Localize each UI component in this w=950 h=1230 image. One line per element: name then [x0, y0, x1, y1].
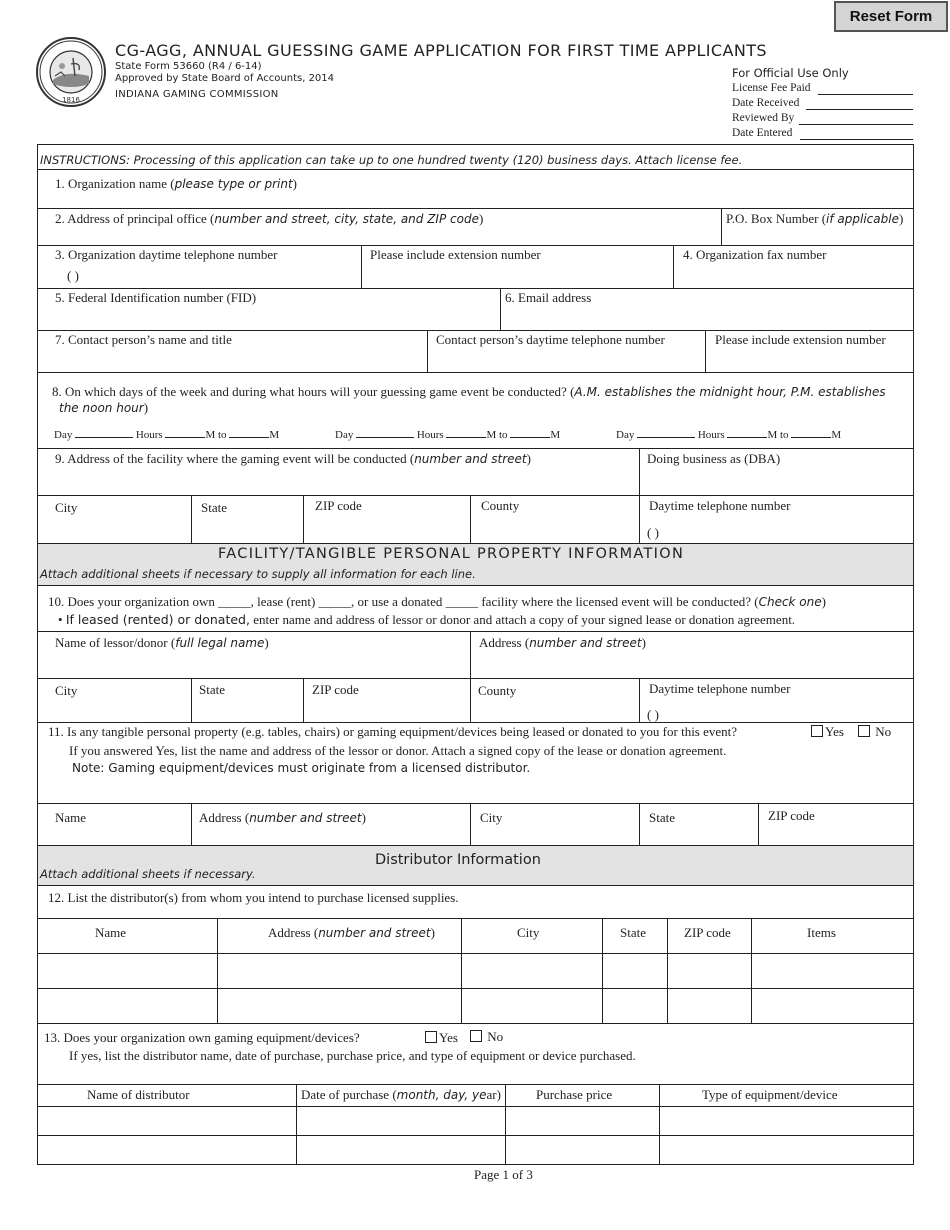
state-form-number: State Form 53660 (R4 / 6-14) — [115, 61, 262, 72]
facility-city-label: City — [55, 500, 78, 515]
instructions: INSTRUCTIONS: Processing of this application can take up to one hundred twenty (120) business days. Attach license fee. — [40, 153, 743, 167]
q8-label-cont: the noon hour) — [59, 400, 149, 415]
facility-state-label: State — [201, 500, 227, 515]
q11-label: 11. Is any tangible personal property (e.g. tables, chairs) or gaming equipment/devices being leased or donated to you for this event? — [48, 724, 738, 739]
q5-label: 5. Federal Identification number (FID) — [55, 290, 257, 305]
day-3-field[interactable] — [637, 427, 695, 438]
lessor-zip-label: ZIP code — [312, 682, 359, 697]
divider — [673, 245, 674, 288]
schedule-row-2: Day Hours M to M — [335, 429, 561, 441]
schedule-row-3: Day Hours M to M — [616, 429, 842, 441]
rule — [37, 918, 914, 919]
dist-state-header: State — [620, 925, 646, 940]
rule — [37, 543, 914, 544]
approval-line: Approved by State Board of Accounts, 2014 — [115, 73, 335, 84]
lessor-address-field[interactable] — [472, 655, 912, 677]
day-2-field[interactable] — [356, 427, 414, 438]
dist-name-header: Name — [95, 925, 127, 940]
lessor-label: Name of lessor/donor (full legal name) — [55, 635, 269, 650]
distributor-row-1[interactable] — [38, 954, 913, 987]
org-fax-field[interactable] — [675, 266, 912, 286]
hours-1-end-field[interactable] — [229, 427, 269, 438]
q11-note: Note: Gaming equipment/devices must originate from a licensed distributor. — [72, 761, 531, 775]
rule — [37, 330, 914, 331]
lessor-phone-area-code: ( ) — [647, 707, 659, 722]
date-entered-line[interactable] — [800, 139, 913, 140]
fid-field[interactable] — [38, 308, 498, 328]
divider — [705, 330, 706, 372]
rule — [37, 678, 914, 679]
rule — [37, 1164, 914, 1165]
hours-1-start-field[interactable] — [165, 427, 205, 438]
q13-no-checkbox[interactable] — [470, 1030, 482, 1042]
rule — [37, 803, 914, 804]
date-received-line[interactable] — [806, 109, 913, 110]
rule — [37, 845, 914, 846]
contact-ext-field[interactable] — [707, 350, 912, 370]
q7-label: 7. Contact person’s name and title — [55, 332, 232, 347]
indiana-state-seal-icon — [35, 36, 107, 108]
property-state-label: State — [649, 810, 675, 825]
equip-type-header: Type of equipment/device — [702, 1087, 838, 1102]
contact-name-field[interactable] — [38, 350, 425, 370]
q1-label: 1. Organization name (please type or print) — [55, 176, 297, 191]
official-use-title: For Official Use Only — [732, 66, 849, 80]
form-border-right — [913, 144, 914, 1164]
distributor-row-2[interactable] — [38, 989, 913, 1022]
q13-no-option[interactable]: No — [470, 1029, 503, 1045]
equipment-row-2[interactable] — [38, 1136, 913, 1163]
dist-city-header: City — [517, 925, 540, 940]
facility-address-field[interactable] — [38, 470, 638, 494]
q4-label: 4. Organization fax number — [683, 247, 827, 262]
q13-line2: If yes, list the distributor name, date of purchase, purchase price, and type of equipment or device purchased. — [69, 1048, 636, 1063]
date-received-label: Date Received — [732, 97, 800, 109]
divider — [758, 803, 759, 845]
agency-name: INDIANA GAMING COMMISSION — [115, 89, 279, 100]
q2-label: 2. Address of principal office (number and street, city, state, and ZIP code) — [55, 211, 484, 226]
reviewed-by-line[interactable] — [799, 124, 913, 125]
lessor-name-field[interactable] — [38, 655, 468, 677]
divider — [500, 288, 501, 330]
lessor-state-label: State — [199, 682, 225, 697]
form-title: CG-AGG, ANNUAL GUESSING GAME APPLICATION FOR FIRST TIME APPLICANTS — [115, 41, 767, 60]
facility-phone-label: Daytime telephone number — [649, 498, 791, 513]
divider — [427, 330, 428, 372]
q6-label: 6. Email address — [505, 290, 592, 305]
hours-2-end-field[interactable] — [510, 427, 550, 438]
rule — [37, 245, 914, 246]
facility-section-title: FACILITY/TANGIBLE PERSONAL PROPERTY INFORMATION — [218, 546, 685, 562]
divider — [639, 803, 640, 845]
hours-3-start-field[interactable] — [727, 427, 767, 438]
equip-date-header: Date of purchase (month, day, year) — [301, 1087, 501, 1102]
rule — [37, 1084, 914, 1085]
organization-name-field[interactable] — [38, 192, 913, 208]
equip-name-header: Name of distributor — [87, 1087, 190, 1102]
seal-year: 1816 — [62, 96, 80, 104]
q13-label: 13. Does your organization own gaming equipment/devices? — [44, 1030, 360, 1045]
principal-office-address-field[interactable] — [38, 228, 720, 244]
divider — [191, 495, 192, 543]
org-phone-extension-field[interactable] — [363, 266, 671, 286]
date-entered-label: Date Entered — [732, 127, 793, 139]
rule — [37, 631, 914, 632]
q13-yes-option[interactable]: Yes — [425, 1030, 458, 1046]
q13-yes-checkbox[interactable] — [425, 1031, 437, 1043]
facility-section-note: Attach additional sheets if necessary to supply all information for each line. — [40, 567, 476, 581]
property-name-label: Name — [55, 810, 87, 825]
rule — [37, 1023, 914, 1024]
property-address-label: Address (number and street) — [199, 810, 366, 825]
hours-2-start-field[interactable] — [446, 427, 486, 438]
extension-label: Please include extension number — [370, 247, 541, 262]
rule — [37, 288, 914, 289]
q8-label: 8. On which days of the week and during what hours will your guessing game event be conducted? (A.M. establishes the midnight hour, P.M. establishes — [52, 384, 886, 399]
dba-label: Doing business as (DBA) — [647, 451, 781, 466]
facility-zip-label: ZIP code — [315, 498, 362, 513]
po-box-label: P.O. Box Number (if applicable) — [726, 211, 904, 226]
facility-county-label: County — [481, 498, 520, 513]
reviewed-by-label: Reviewed By — [732, 112, 795, 124]
equipment-row-1[interactable] — [38, 1107, 913, 1134]
contact-phone-label: Contact person’s daytime telephone number — [436, 332, 665, 347]
email-field[interactable] — [502, 308, 912, 328]
divider — [191, 803, 192, 845]
divider — [303, 678, 304, 722]
rule — [37, 495, 914, 496]
rule — [37, 722, 914, 723]
rule — [37, 169, 914, 170]
dist-address-header: Address (number and street) — [268, 925, 435, 940]
rule — [37, 372, 914, 373]
lessor-city-label: City — [55, 683, 78, 698]
org-phone-field[interactable] — [110, 266, 360, 286]
po-box-field[interactable] — [722, 228, 912, 244]
contact-phone-field[interactable] — [429, 350, 703, 370]
lessor-phone-label: Daytime telephone number — [649, 681, 791, 696]
equip-price-header: Purchase price — [536, 1087, 613, 1102]
rule — [37, 585, 914, 586]
divider — [470, 495, 471, 543]
q11-line2: If you answered Yes, list the name and address of the lessor or donor. Attach a signed copy of the lease or donation agreement. — [69, 743, 727, 758]
q12-label: 12. List the distributor(s) from whom you intend to purchase licensed supplies. — [48, 890, 459, 905]
rule — [37, 208, 914, 209]
q11-yes-option[interactable]: Yes — [811, 724, 844, 740]
divider — [470, 803, 471, 845]
rule — [37, 448, 914, 449]
divider — [639, 448, 640, 543]
q3-label: 3. Organization daytime telephone number — [55, 247, 278, 262]
divider — [639, 678, 640, 722]
property-zip-label: ZIP code — [768, 808, 815, 823]
q11-no-checkbox[interactable] — [858, 725, 870, 737]
q3-area-code: ( ) — [67, 268, 79, 283]
dist-items-header: Items — [807, 925, 836, 940]
page-number: Page 1 of 3 — [474, 1167, 533, 1182]
facility-phone-area-code: ( ) — [647, 525, 659, 540]
q11-yes-checkbox[interactable] — [811, 725, 823, 737]
distributor-section-title: Distributor Information — [375, 852, 541, 868]
divider — [470, 631, 471, 722]
q11-no-option[interactable]: No — [858, 724, 891, 740]
property-city-label: City — [480, 810, 503, 825]
rule — [37, 885, 914, 886]
q10-bullet: • If leased (rented) or donated, enter name and address of lessor or donor and attach a copy of your signed lease or donation agreement. — [58, 612, 796, 627]
distributor-section-note: Attach additional sheets if necessary. — [40, 867, 256, 881]
hours-3-end-field[interactable] — [791, 427, 831, 438]
dist-zip-header: ZIP code — [684, 925, 731, 940]
q10-label: 10. Does your organization own _____, lease (rent) _____, or use a donated _____ facility where the licensed event will be conducted? (Check one) — [48, 594, 826, 609]
rule — [37, 144, 914, 145]
reset-form-button[interactable]: Reset Form — [834, 1, 948, 32]
license-fee-paid-line[interactable] — [818, 94, 913, 95]
divider — [191, 678, 192, 722]
day-1-field[interactable] — [75, 427, 133, 438]
schedule-row-1: Day Hours M to M — [54, 429, 280, 441]
divider — [361, 245, 362, 288]
license-fee-paid-label: License Fee Paid — [732, 82, 811, 94]
q9-label: 9. Address of the facility where the gaming event will be conducted (number and street) — [55, 451, 531, 466]
lessor-address-label: Address (number and street) — [479, 635, 646, 650]
divider — [303, 495, 304, 543]
dba-field[interactable] — [641, 470, 912, 494]
lessor-county-label: County — [478, 683, 517, 698]
contact-ext-label: Please include extension number — [715, 332, 886, 347]
